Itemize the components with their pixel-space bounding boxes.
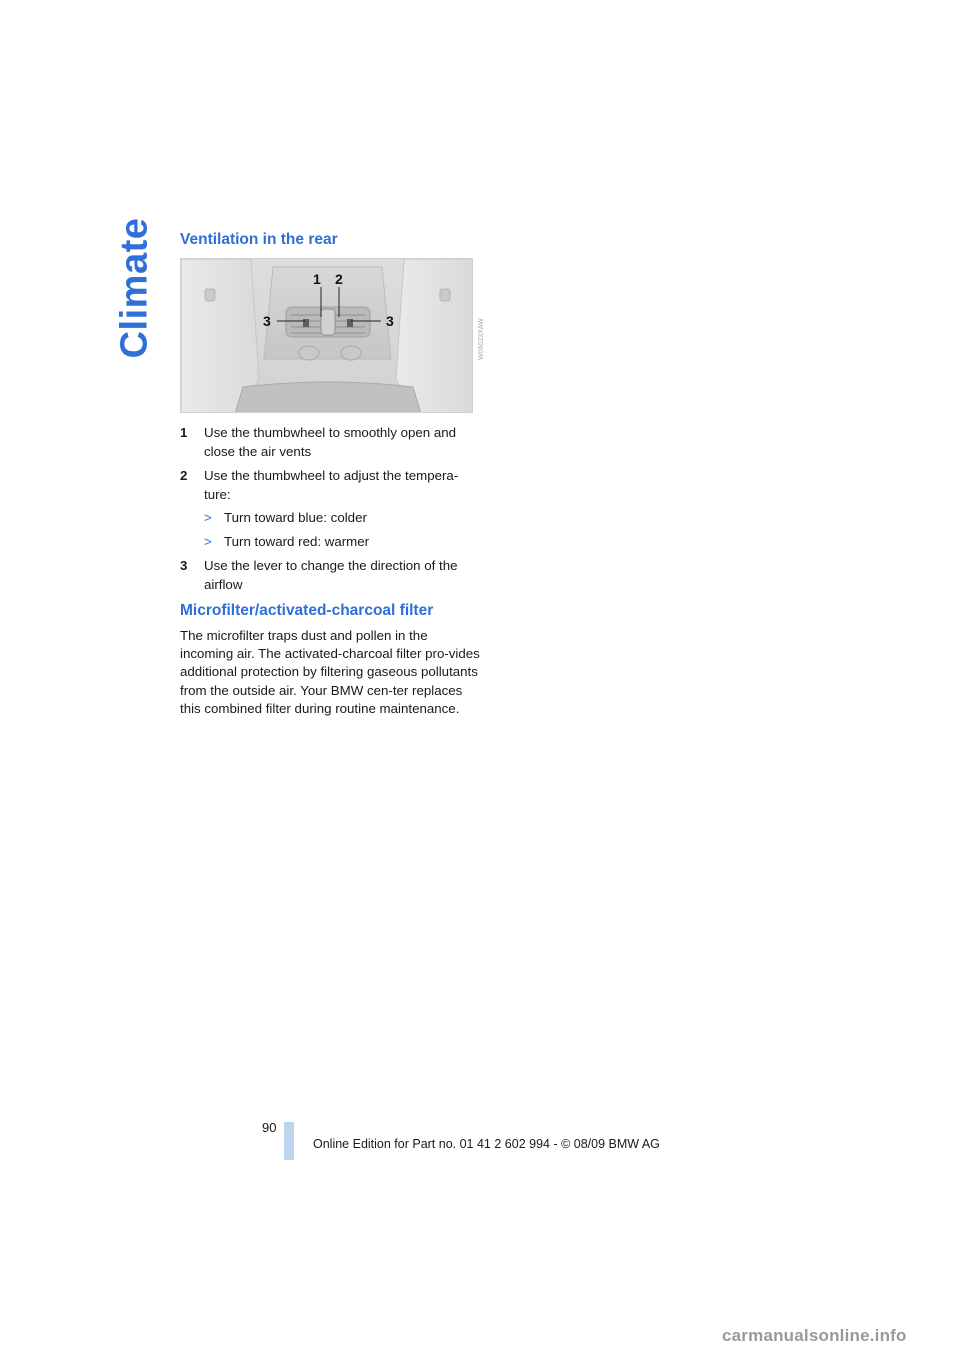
- list-item-number: 3: [180, 558, 188, 573]
- ventilation-list: [180, 424, 480, 600]
- chapter-title-text: Climate: [113, 217, 156, 359]
- footer-edition: Online Edition for Part no. 01 41 2 602 994 - © 08/09 BMW AG: [313, 1137, 660, 1151]
- section-heading-microfilter: Microfilter/activated-charcoal filter: [180, 602, 434, 619]
- bullet-marker: >: [204, 510, 212, 525]
- list-item-text: Use the thumbwheel to adjust the tempera-ture:: [204, 468, 459, 502]
- list-item-2: [180, 467, 480, 551]
- chapter-side-title: [110, 217, 160, 359]
- page-number: 90: [262, 1120, 277, 1135]
- list-item-text: Use the lever to change the direction of the airflow: [204, 558, 458, 592]
- figure-callout-3-right: 3: [386, 313, 394, 329]
- microfilter-paragraph: The microfilter traps dust and pollen in the incoming air. The activated-charcoal filter pro-vides additional protection by filtering gaseous pollutants from the outside air. Your BMW cen-ter replaces this combined filter during routine maintenance.: [180, 628, 480, 716]
- site-watermark: carmanualsonline.info: [722, 1326, 907, 1345]
- list-item-number: 1: [180, 425, 188, 440]
- sub-item-text: Turn toward blue: colder: [224, 510, 367, 525]
- sub-item-warmer: [204, 533, 480, 552]
- figure-callout-2: 2: [335, 271, 343, 287]
- rear-vent-illustration: [181, 259, 473, 413]
- figure-callout-1: 1: [313, 271, 321, 287]
- sub-item-text: Turn toward red: warmer: [224, 533, 370, 549]
- list-item-number: 2: [180, 468, 188, 483]
- list-item-1: [180, 424, 480, 461]
- figure-code: W06023XAW: [478, 318, 485, 360]
- section-heading-ventilation: Ventilation in the rear: [180, 231, 338, 248]
- bullet-marker: >: [204, 533, 212, 549]
- sub-item-colder: [204, 509, 480, 528]
- figure-callout-3-left: 3: [263, 313, 271, 329]
- footer-accent-bar: [284, 1122, 294, 1160]
- list-item-text: Use the thumbwheel to smoothly open and close the air vents: [204, 425, 457, 459]
- list-item-3: [180, 557, 480, 594]
- rear-vent-figure: [180, 258, 473, 413]
